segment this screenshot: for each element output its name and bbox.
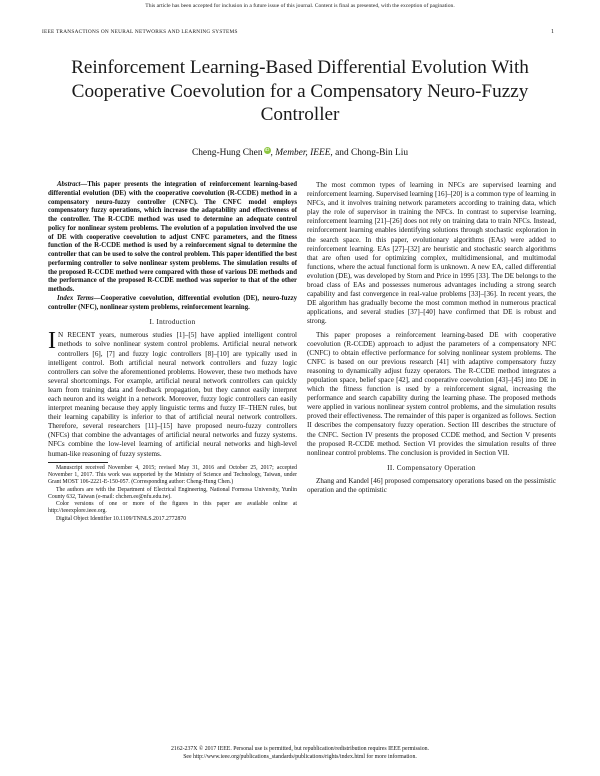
- right-paragraph-3: Zhang and Kandel [46] proposed compensatory operations based on the pessimistic operation and the optimistic: [307, 476, 556, 494]
- page-number: 1: [551, 29, 554, 35]
- section-heading-compensatory: II. Compensatory Operation: [387, 463, 476, 472]
- right-paragraph-2: This paper proposes a reinforcement learning-based DE with cooperative coevolution (R-CCDE) approach to adjust the parameters of a compensatory NFC (CNFC) to obtain effective performance for solving nonlinear system problems. The CNFC is based on our previous research [41] with adaptive compensatory fuzzy reasoning to dynamically adjust fuzzy operators. The R-CCDE method integrates a population space, belief space [42], and cooperative coevolution [43]–[45] into DE in which the fitness function is used by a reinforcement signal, increasing the performance and search capability during the learning phase. The proposed methods were applied in various nonlinear system control problems, and the simulation results proved their effectiveness. The remainder of this paper is organized as follows. Section II describes the compensatory fuzzy operation. Section III describes the structure of the CNFC. Section IV presents the proposed CCDE method, and Section V presents the proposed R-CCDE method. Section VI provides the simulation results of three nonlinear control problems. The conclusion is provided in Section VII.: [307, 330, 556, 457]
- abstract-text: This paper presents the integration of reinforcement learning-based differential evolution (DE) with the cooperative coevolution (R-CCDE) method in a compensatory neuro-fuzzy controller (CNFC). The CNFC model employs compensatory fuzzy operations, which increase the adaptability and effectiveness of the controller. The R-CCDE method was used to determine an adequate control policy for nonlinear system problems. The evolution of a population involved the use of DE with cooperative coevolution to adjust CNFC parameters, and the fitness function of the R-CCDE method is used by a reinforcement signal to determine the controller that can be used to solve the control problem. This paper identified the best performing controller to solve nonlinear system problems. The simulation results of the proposed R-CCDE method were compared with those of various DE methods and the performance of the proposed R-CCDE method was superior to that of the other methods.: [48, 181, 297, 293]
- author-first: Cheng-Hung Chen: [191, 148, 263, 158]
- footnote-divider: [48, 462, 108, 463]
- index-terms: [48, 295, 297, 313]
- copyright-footer: [0, 745, 600, 761]
- footnote-affiliation: The authors are with the Department of Electrical Engineering, National Formosa University, Yunlin County 632, Taiwan (e-mail: chchen.ee@nfu.edu.tw).: [48, 486, 297, 500]
- journal-running-head: IEEE TRANSACTIONS ON NEURAL NETWORKS AND LEARNING SYSTEMS: [42, 29, 238, 35]
- introduction-text: N RECENT years, numerous studies [1]–[5] have applied intelligent control methods to solve nonlinear system control problems. Artificial neural network controllers [6], [7] and fuzzy logic controllers [8]–[10] are typically used in intelligent control. Both artificial neural network controllers and fuzzy logic controllers can solve the aforementioned problems. However, these two methods have several shortcomings. For example, artificial neural network controllers can quickly learn from training data and feedback propagation, but they cannot easily interpret each neuron and its weight in a network. Moreover, fuzzy logic controllers can easily interpret meaning because they apply linguistic terms and fuzzy IF–THEN rules, but their learning capability is inferior to that of artificial neural network controllers. Therefore, several researchers [11]–[15] have proposed neuro-fuzzy controllers (NFCs) that combine the advantages of artificial neural networks and fuzzy systems. NFCs combine the low-level learning of artificial neural networks and high-level human-like reasoning of fuzzy systems.: [48, 331, 297, 458]
- rights-link-line[interactable]: See http://www.ieee.org/publications_standards/publications/rights/index.html for more information.: [183, 754, 417, 760]
- footnote-doi: Digital Object Identifier 10.1109/TNNLS.2017.2772870: [56, 515, 187, 522]
- copyright-line: 2162-237X © 2017 IEEE. Personal use is permitted, but republication/redistribution requires IEEE permission.: [171, 746, 429, 752]
- dropcap-letter: I: [48, 328, 56, 355]
- right-paragraph-1: The most common types of learning in NFCs are supervised learning and reinforcement learning. Supervised learning [16]–[20] is a common type of learning in NFCs, and it involves training network parameters according to training data, which play the role of supervisor in training the NFCs. In contrast to supervise learning, reinforcement learning [21]–[26] does not rely on training data to train NFCs. Instead, reinforcement learning enables identifying solutions through stochastic exploration in the search space. In this paper, evolutionary algorithms (EAs) were added to reinforcement learning. EAs [27]–[32] are heuristic and stochastic search algorithms that are often used for optimizing complex, multidimensional, and multimodal functions, where the actual functional form is unknown. A new EA, called differential evolution (DE), was developed by Storn and Price in 1995 [33]. The DE belongs to the broad class of EAs and possesses numerous advantages including a strong search capability and fast convergence in real-value problems [33]–[36]. In recent years, the DE algorithm has gradually become the most common method in numerous practical applications, and several studies [37]–[40] have confirmed that DE is robust and strong.: [307, 181, 556, 326]
- footnote-color-versions: Color versions of one or more of the figures in this paper are available online at http://ieeexplore.ieee.org.: [48, 501, 297, 515]
- footnote-manuscript: Manuscript received November 4, 2015; revised May 31, 2016 and October 25, 2017; accepted November 1, 2017. This work was supported by the Ministry of Science and Technology, Taiwan, under Grant MOST 106-2221-E-150-057. (Corresponding author: Cheng-Hung Chen.): [48, 464, 297, 486]
- footnotes: [48, 465, 297, 523]
- introduction-paragraph: [48, 328, 297, 458]
- paper-title: Reinforcement Learning-Based Differential Evolution With Cooperative Coevolution for a Compensatory Neuro-Fuzzy Controller: [71, 57, 529, 125]
- index-terms-label: Index Terms—: [57, 294, 101, 302]
- abstract: [48, 181, 297, 295]
- acceptance-banner: This article has been accepted for inclusion in a future issue of this journal. Content is final as presented, with the exception of pagination.: [145, 3, 455, 9]
- author-line: Cheng-Hung Chen iD, Member, IEEE, and Chong-Bin Liu: [191, 148, 409, 158]
- index-terms-text: Cooperative coevolution, differential evolution (DE), neuro-fuzzy controller (NFC), nonlinear system problems, reinforcement learning.: [48, 294, 298, 311]
- left-column: [48, 181, 297, 523]
- abstract-label: Abstract—: [57, 181, 88, 188]
- author-membership: Member, IEEE: [275, 148, 331, 158]
- orcid-icon[interactable]: iD: [264, 148, 270, 153]
- section-heading-introduction: I. Introduction: [149, 318, 196, 327]
- author-rest: , and Chong-Bin Liu: [330, 148, 409, 158]
- right-column: [307, 181, 556, 495]
